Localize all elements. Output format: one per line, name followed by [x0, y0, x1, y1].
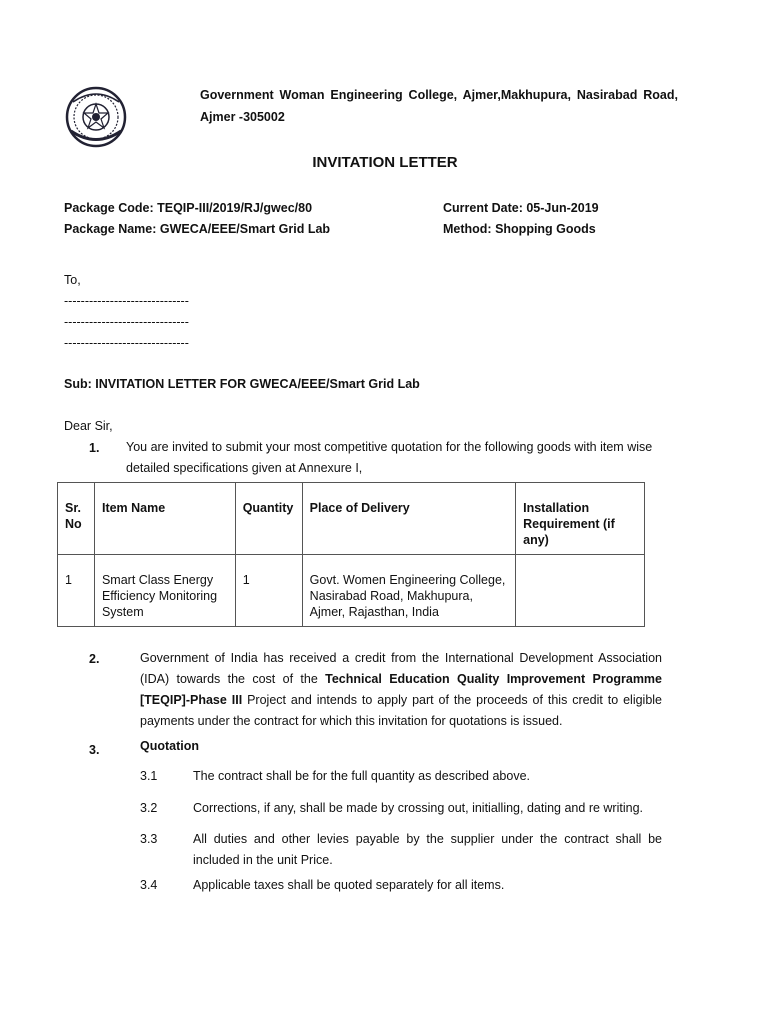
recipient-line: ------------------------------: [64, 315, 189, 329]
college-seal-icon: [63, 86, 129, 148]
para2-text-bold: Technical Education Quality Improvement Programme [TEQIP]-Phase III: [140, 672, 662, 707]
recipient-line: ------------------------------: [64, 336, 189, 350]
table-row: [58, 555, 645, 627]
package-code: Package Code: TEQIP-III/2019/RJ/gwec/80: [64, 201, 313, 215]
para2-text-b: Project and intends to apply part of the proceeds of this credit to eligible payments under the contract for which this invitation for quotations is issued.: [140, 693, 662, 728]
cell-item-name: Smart Class Energy Efficiency Monitoring System: [94, 555, 235, 627]
cell-installation: [516, 555, 645, 627]
clause-number: 3.2: [140, 801, 158, 815]
clause-number: 3.1: [140, 769, 158, 783]
para2-text: [140, 648, 662, 732]
method: Method: Shopping Goods: [443, 222, 596, 236]
salutation: Dear Sir,: [64, 419, 113, 433]
clause-text: The contract shall be for the full quantity as described above.: [193, 769, 530, 783]
quotation-heading: Quotation: [140, 739, 200, 753]
items-table: [57, 482, 645, 627]
cell-quantity: 1: [235, 555, 302, 627]
para-number: 3.: [89, 743, 100, 757]
para-number: 2.: [89, 652, 100, 666]
letter-title: INVITATION LETTER: [312, 154, 458, 171]
clause-number: 3.4: [140, 878, 158, 892]
header-sr-no: Sr. No: [58, 483, 95, 555]
para2-text-a: Government of India has received a credit from the International Development Association (IDA) towards the cost of the: [140, 651, 662, 686]
para1-line2: detailed specifications given at Annexure I,: [126, 461, 363, 475]
clause-number: 3.3: [140, 832, 158, 846]
clause-text: Applicable taxes shall be quoted separately for all items.: [193, 878, 505, 892]
header-installation: Installation Requirement (if any): [516, 483, 645, 555]
recipient-line: ------------------------------: [64, 294, 189, 308]
clause-text: Corrections, if any, shall be made by crossing out, initialling, dating and re writing.: [193, 801, 643, 815]
package-name: Package Name: GWECA/EEE/Smart Grid Lab: [64, 222, 331, 236]
college-address: Government Woman Engineering College, Ajmer,Makhupura, Nasirabad Road, Ajmer -305002: [200, 88, 678, 124]
recipient-to: To,: [64, 273, 81, 287]
para-number: 1.: [89, 441, 100, 455]
para1-line1: You are invited to submit your most competitive quotation for the following goods with item wise: [126, 440, 653, 454]
clause-text: All duties and other levies payable by the supplier under the contract shall be included in the unit Price.: [193, 832, 662, 867]
header-place-of-delivery: Place of Delivery: [302, 483, 515, 555]
table-header-row: [58, 483, 645, 555]
cell-sr-no: 1: [58, 555, 95, 627]
subject-line: Sub: INVITATION LETTER FOR GWECA/EEE/Smart Grid Lab: [64, 377, 420, 391]
header-quantity: Quantity: [235, 483, 302, 555]
current-date: Current Date: 05-Jun-2019: [443, 201, 599, 215]
cell-place-of-delivery: Govt. Women Engineering College, Nasirabad Road, Makhupura, Ajmer, Rajasthan, India: [302, 555, 515, 627]
header-item-name: Item Name: [94, 483, 235, 555]
